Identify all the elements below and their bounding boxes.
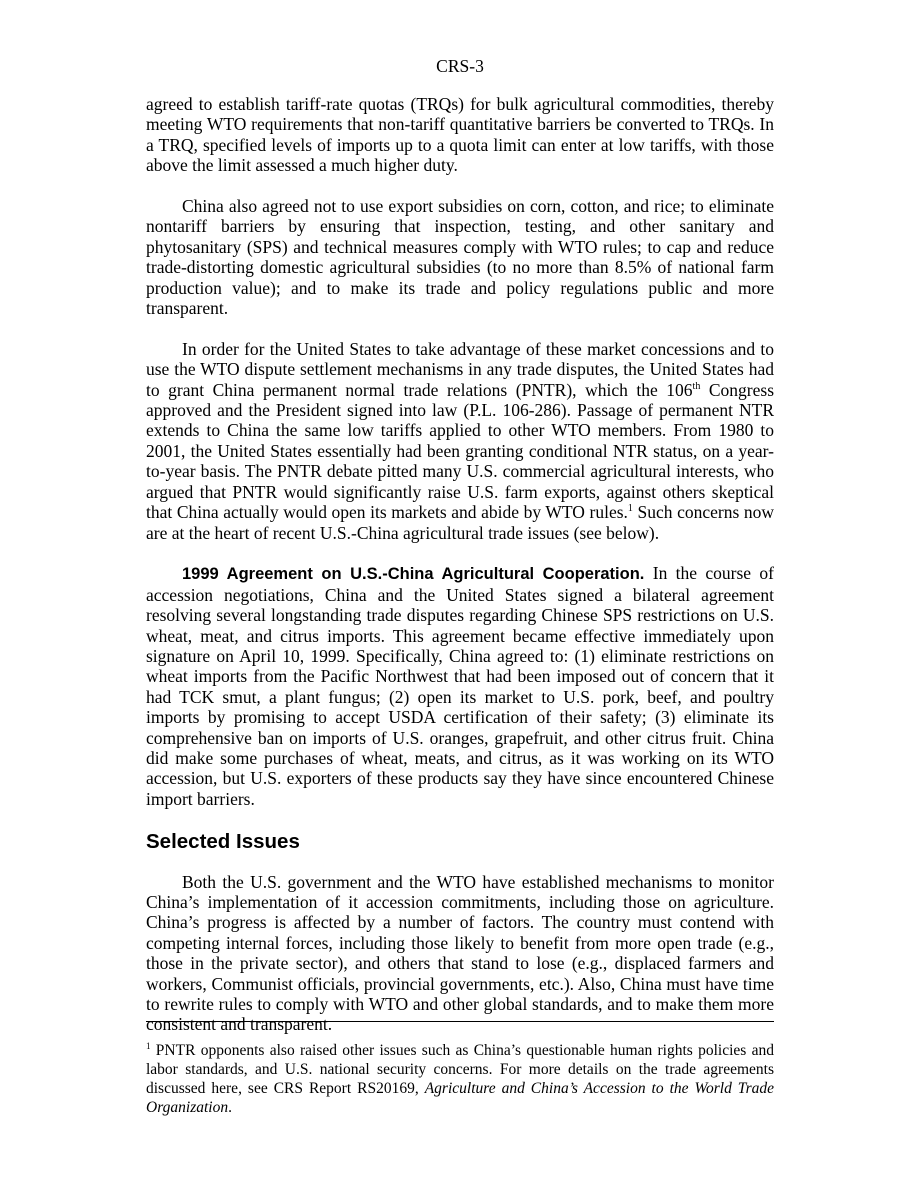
report-title: Agriculture and China’s Accession to the World Trade Organization: [146, 1080, 774, 1116]
paragraph-pntr-text-a: In order for the United States to take advantage of these market concessions and to use the WTO dispute settlement mechanisms in any trade disputes, the United States had to grant China permanent normal trade relations (PNTR), which the 106: [146, 338, 774, 400]
run-in-heading: 1999 Agreement on U.S.-China Agricultural Cooperation.: [182, 565, 645, 584]
paragraph-pntr-text-c: Such concerns now are at the heart of recent U.S.-China agricultural trade issues (see below).: [146, 502, 775, 543]
footnote-reference[interactable]: 1: [627, 503, 633, 515]
paragraph-trq: agreed to establish tariff-rate quotas (TRQs) for bulk agricultural commodities, thereby meeting WTO requirements that non-tariff quantitative barriers be converted to TRQs. In a TRQ, specified levels of imports up to a quota limit can enter at low tariffs, with those above the limit assessed a much higher duty.: [146, 94, 774, 176]
paragraph-1999-agreement-body: In the course of accession negotiations, China and the United States signed a bilateral agreement resolving several longstanding trade disputes regarding Chinese SPS restrictions on U.S. wheat, meat, and citrus imports. This agreement became effective immediately upon signature on April 10, 1999. Specifically, China agreed to: (1) eliminate restrictions on wheat imports from the Pacific Northwest that had been imposed out of concern that it had TCK smut, a plant fungus; (2) open its market to U.S. pork, beef, and poultry imports by promising to accept USDA certification of their safety; (3) eliminate its comprehensive ban on imports of U.S. oranges, grapefruit, and other citrus fruit. China did make some purchases of wheat, meats, and citrus, as it was working on its WTO accession, but U.S. exporters of these products say they have since encountered Chinese import barriers.: [146, 563, 774, 809]
paragraph-pntr: [146, 339, 774, 543]
section-heading: Selected Issues: [146, 829, 300, 853]
paragraph-1999-agreement: [146, 563, 774, 809]
body-text: [146, 94, 774, 1055]
footnote-divider: [146, 1021, 774, 1022]
footnote-text: PNTR opponents also raised other issues such as China’s questionable human rights policies and labor standards, and U.S. national security concerns. For more details on the trade agreements discussed here, see CRS Report RS20169,: [146, 1042, 774, 1097]
footnote-number: 1: [146, 1041, 151, 1051]
paragraph-pntr-text-b: Congress approved and the President signed into law (P.L. 106-286). Passage of permanent NTR extends to China the same low tariffs applied to other WTO members. From 1980 to 2001, the United States essentially had been granting conditional NTR status, on a year-to-year basis. The PNTR debate pitted many U.S. commercial agricultural interests, who argued that PNTR would significantly raise U.S. farm exports, against others skeptical that China actually would open its markets and abide by WTO rules.: [146, 379, 775, 523]
paragraph-selected-issues: Both the U.S. government and the WTO have established mechanisms to monitor China’s implementation of it accession commitments, including those on agriculture. China’s progress is affected by a number of factors. The country must contend with competing internal forces, including those likely to benefit from more open trade (e.g., those in the private sector), and others that stand to lose (e.g., displaced farmers and workers, Communist officials, provincial governments, etc.). Also, China must have time to rewrite rules to comply with WTO and other global standards, and to make them more consistent and transparent.: [146, 871, 774, 1035]
paragraph-export-subsidies: China also agreed not to use export subsidies on corn, cotton, and rice; to eliminate nontariff barriers by ensuring that inspection, testing, and other sanitary and phytosanitary (SPS) and technical measures comply with WTO rules; to cap and reduce trade-distorting domestic agricultural subsidies (to no more than 8.5% of national farm production value); and to make its trade and policy regulations public and more transparent.: [146, 196, 774, 319]
footnote: [146, 1041, 774, 1117]
ordinal-superscript: th: [692, 380, 701, 392]
page-header: CRS-3: [436, 56, 484, 76]
footnote-end: .: [228, 1099, 232, 1116]
